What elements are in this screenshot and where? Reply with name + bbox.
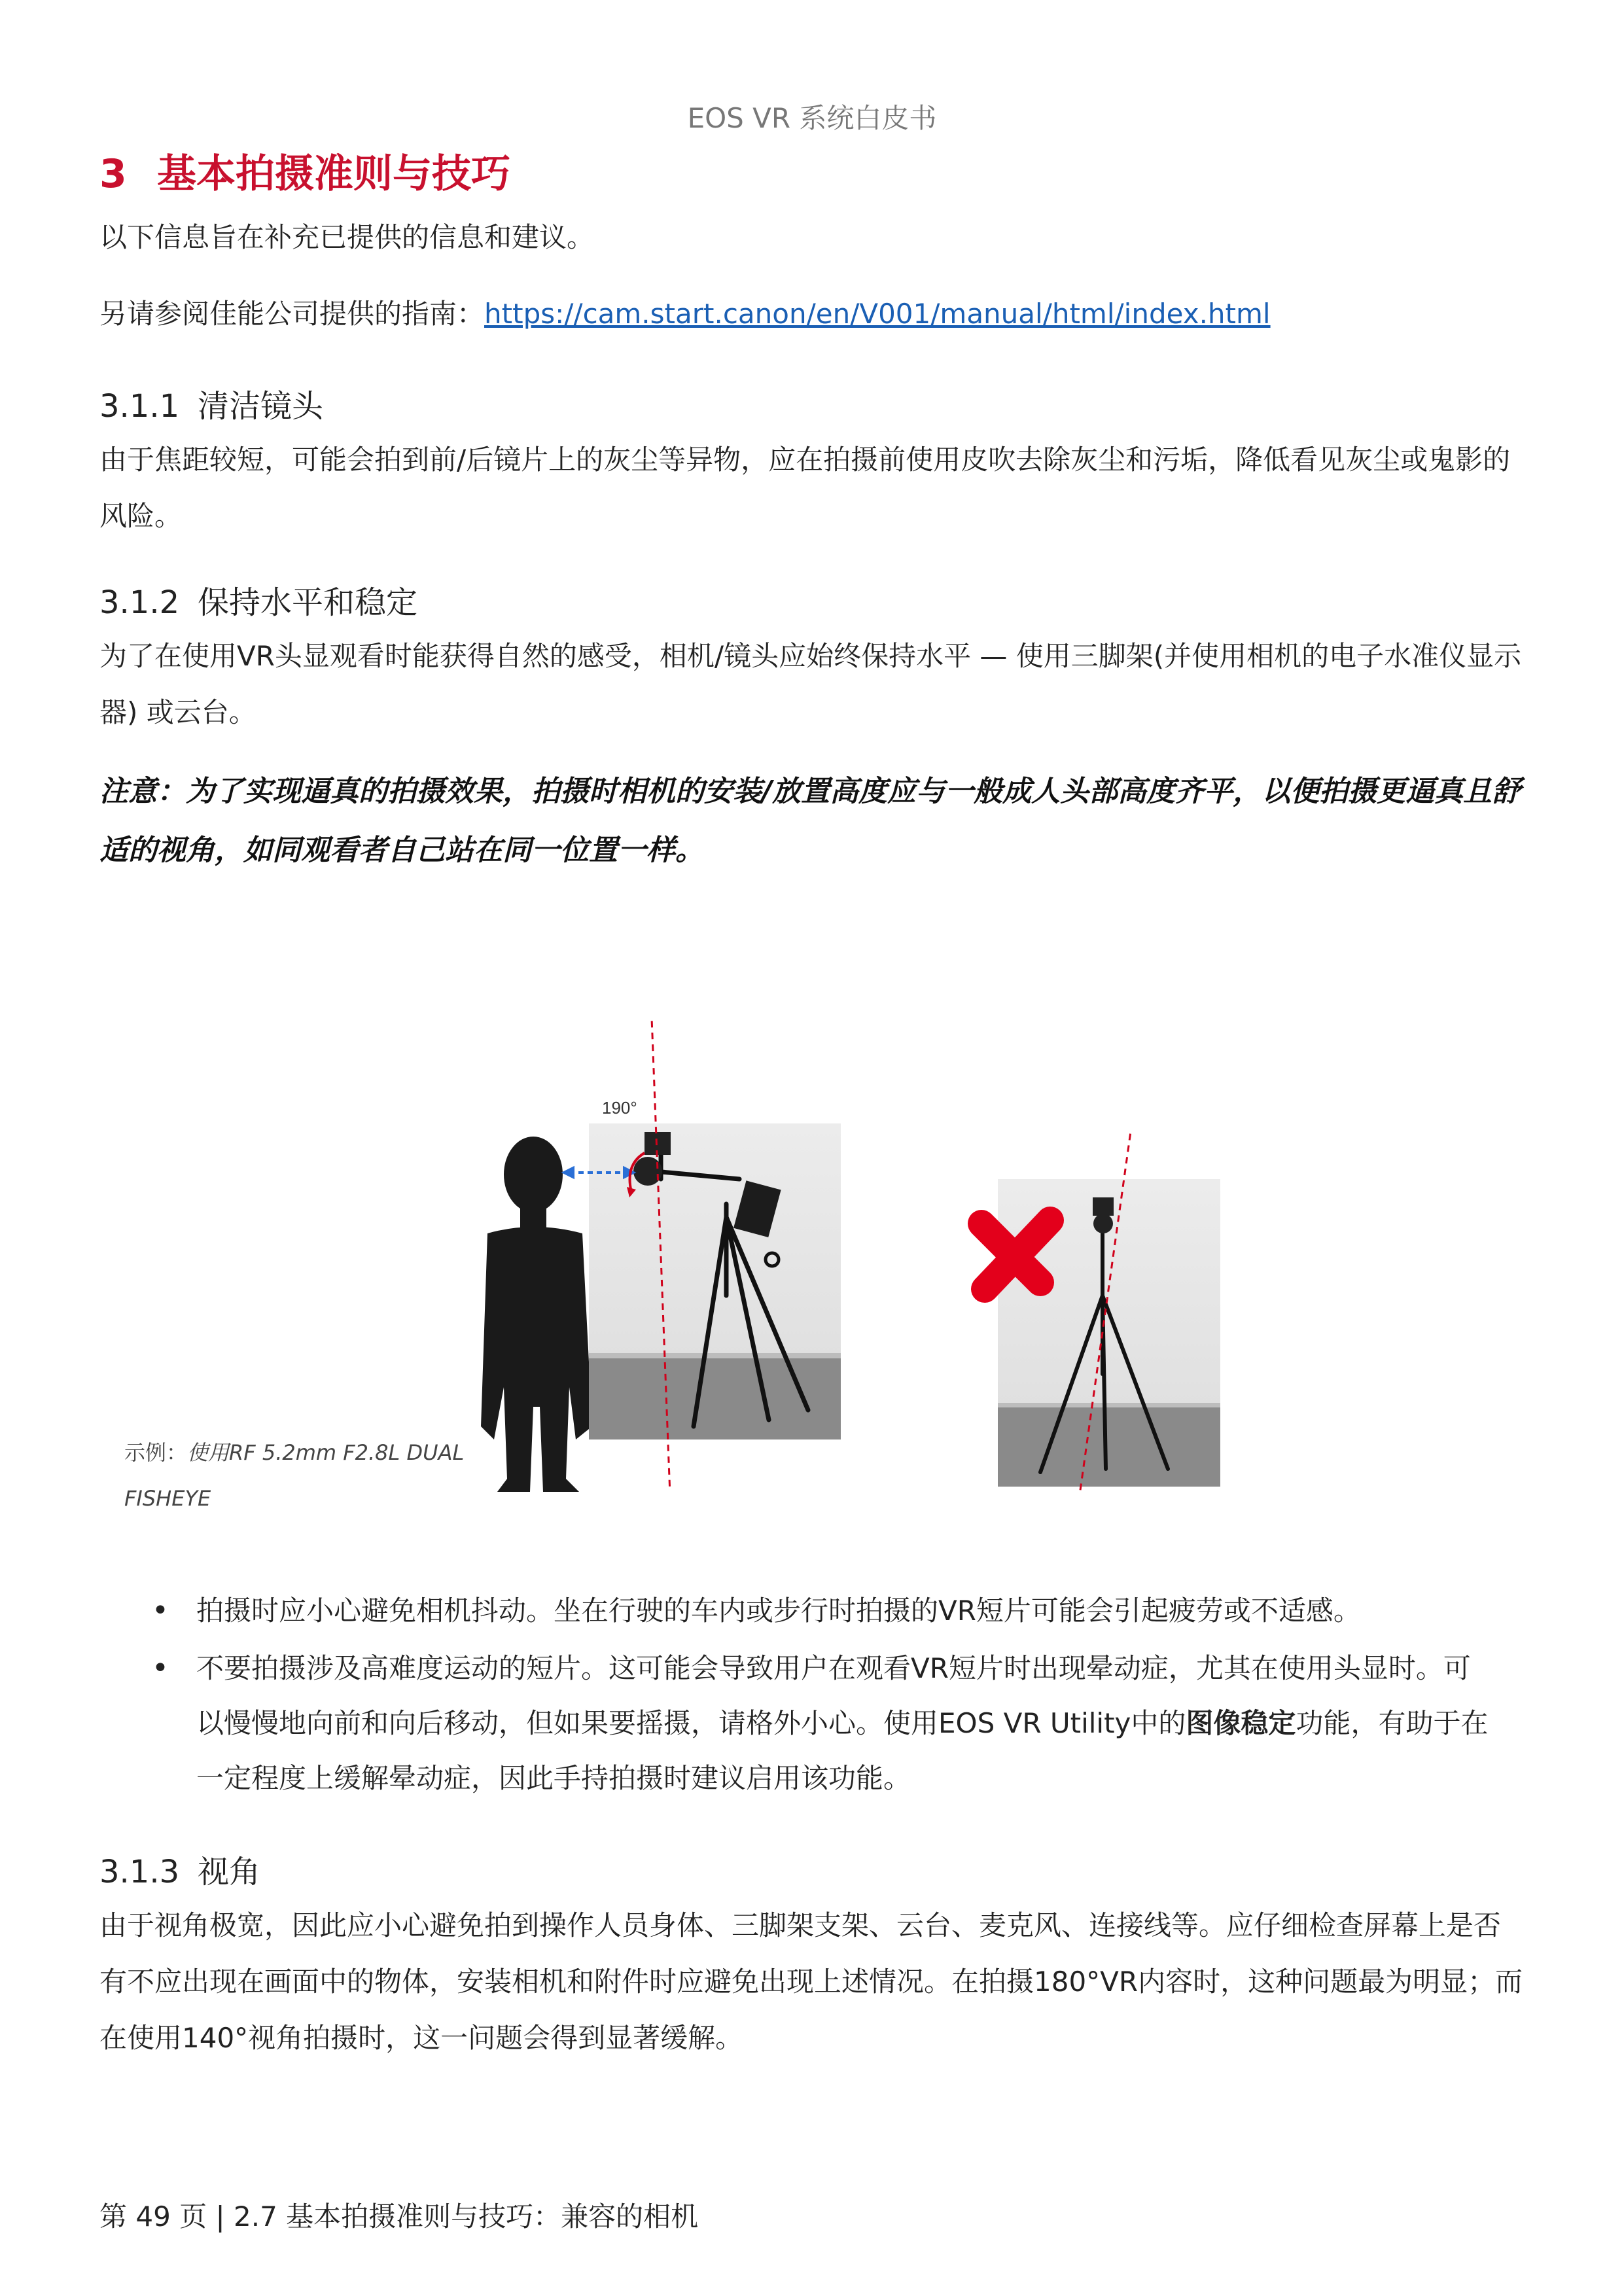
subsection-number: 3.1.3 bbox=[99, 1854, 180, 1890]
bullet-text: 不要拍摄涉及高难度运动的短片。这可能会导致用户在观看VR短片时出现晕动症，尤其在使用头显时。可以慢慢地向前和向后移动，但如果要摇摄，请格外小心。使用EOS VR Utility中的 bbox=[196, 1652, 1471, 1739]
guide-paragraph bbox=[99, 286, 1526, 342]
level-stable-paragraph: 为了在使用VR头显观看时能获得自然的感受，相机/镜头应始终保持水平 — 使用三脚架(并使用相机的电子水准仪显示器) 或云台。 bbox=[99, 640, 1522, 728]
subsection-heading-3-1-2 bbox=[99, 577, 417, 622]
caption-lens-type: FISHEYE bbox=[124, 1486, 211, 1511]
subsection-title: 清洁镜头 bbox=[198, 388, 324, 425]
tips-list bbox=[196, 1583, 1492, 1809]
section-number: 3 bbox=[99, 151, 127, 197]
section-title: 基本拍摄准则与技巧 bbox=[157, 151, 510, 197]
section-heading bbox=[99, 143, 510, 199]
guide-prefix: 另请参阅佳能公司提供的指南： bbox=[99, 298, 485, 330]
subsection-number: 3.1.2 bbox=[99, 584, 180, 621]
caption-prefix: 示例： bbox=[124, 1440, 188, 1465]
person-silhouette-icon bbox=[481, 1137, 592, 1492]
bullet-text: 拍摄时应小心避免相机抖动。坐在行驶的车内或步行时拍摄的VR短片可能会引起疲劳或不适感。 bbox=[196, 1595, 1361, 1627]
caption-lens-name: 使用RF 5.2mm F2.8L DUAL bbox=[187, 1440, 465, 1465]
note-paragraph: 注意：为了实现逼真的拍摄效果，拍摄时相机的安装/放置高度应与一般成人头部高度齐平，以便拍摄更逼真且舒适的视角，如同观看者自己站在同一位置一样。 bbox=[99, 775, 1521, 867]
subsection-title: 视角 bbox=[198, 1854, 261, 1890]
subsection-heading-3-1-3 bbox=[99, 1846, 260, 1892]
subsection-heading-3-1-1 bbox=[99, 381, 323, 426]
angle-of-view-paragraph: 由于视角极宽，因此应小心避免拍到操作人员身体、三脚架支架、云台、麦克风、连接线等。应仔细检查屏幕上是否有不应出现在画面中的物体，安装相机和附件时应避免出现上述情况。在拍摄180°VR内容时，这种问题最为明显；而在使用140°视角拍摄时，这一问题会得到显著缓解。 bbox=[99, 1909, 1523, 2054]
subsection-title: 保持水平和稳定 bbox=[198, 584, 418, 621]
bullet-text-end: 功能，有助于在一定程度上缓解晕动症，因此手持拍摄时建议启用该功能。 bbox=[196, 1707, 1489, 1794]
bullet-bold-text: 图像稳定 bbox=[1186, 1707, 1296, 1739]
document-header: EOS VR 系统白皮书 bbox=[687, 102, 937, 134]
list-item bbox=[196, 1641, 1492, 1806]
guide-link[interactable]: https://cam.start.canon/en/V001/manual/html/index.html bbox=[484, 298, 1271, 330]
list-item bbox=[196, 1583, 1492, 1638]
subsection-number: 3.1.1 bbox=[99, 388, 180, 425]
page-footer: 第 49 页 | 2.7 基本拍摄准则与技巧：兼容的相机 bbox=[99, 2200, 699, 2233]
figure-caption bbox=[124, 1430, 464, 1521]
caption-line-2 bbox=[124, 1475, 464, 1521]
caption-line-1 bbox=[124, 1430, 464, 1475]
angle-label: 190° bbox=[602, 1098, 637, 1118]
clean-lens-paragraph: 由于焦距较短，可能会拍到前/后镜片上的灰尘等异物，应在拍摄前使用皮吹去除灰尘和污垢，降低看见灰尘或鬼影的风险。 bbox=[99, 444, 1511, 532]
intro-paragraph: 以下信息旨在补充已提供的信息和建议。 bbox=[99, 221, 595, 253]
